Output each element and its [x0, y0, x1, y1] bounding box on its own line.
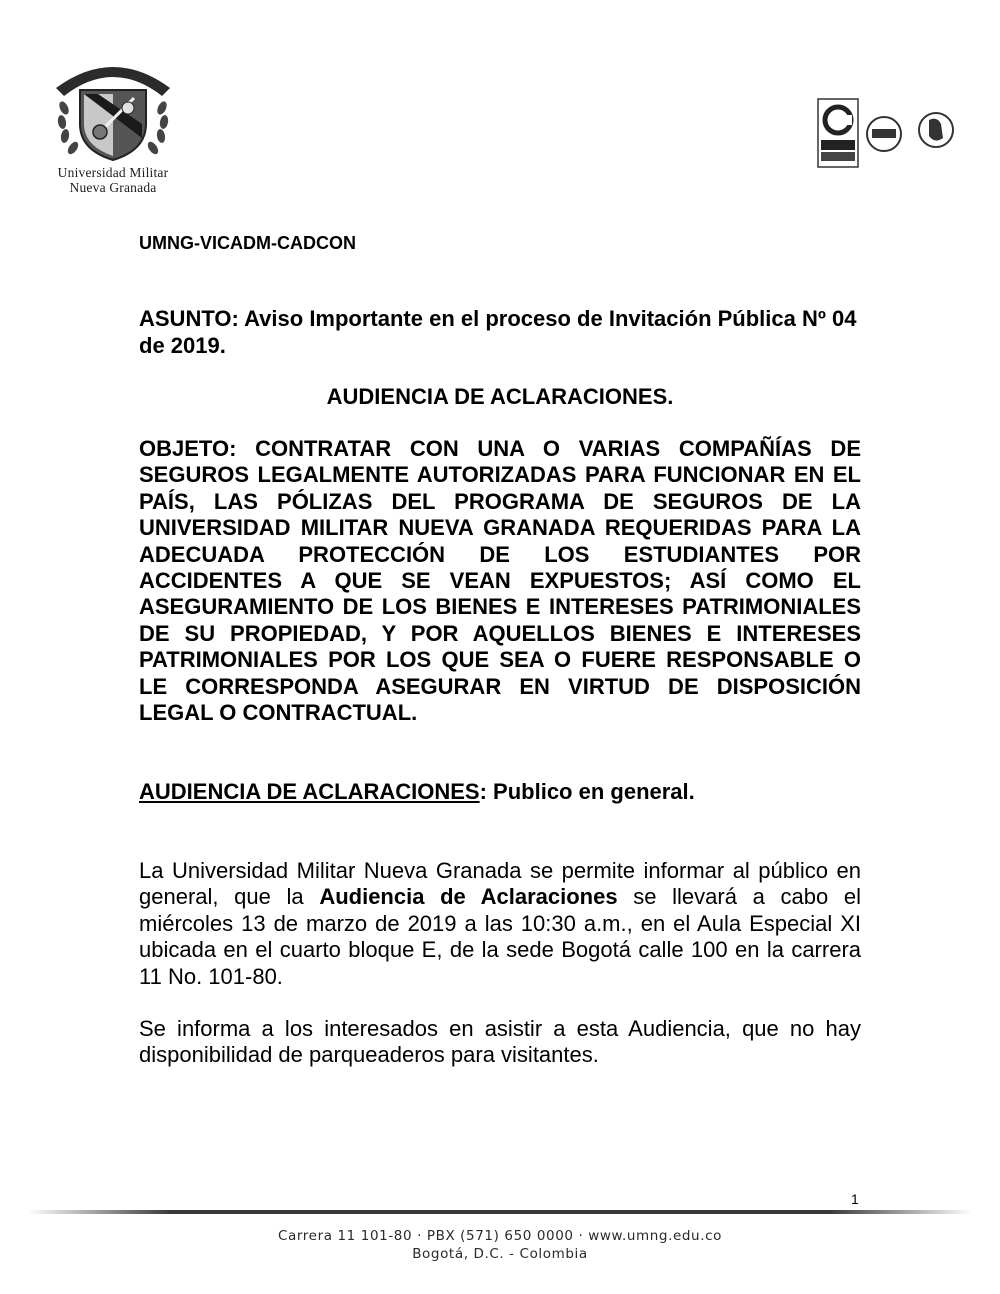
object-paragraph: OBJETO: CONTRATAR CON UNA O VARIAS COMPAÑÍAS DE SEGUROS LEGALMENTE AUTORIZADAS PARA FUNCIONAR EN EL PAÍS, LAS PÓLIZAS DEL PROGRAMA DE SEGUROS DE LA UNIVERSIDAD MILITAR NUEVA GRANADA REQUERIDAS PARA LA ADECUADA PROTECCIÓN DE LOS ESTUDIANTES POR ACCIDENTES A QUE SE VEAN EXPUESTOS; ASÍ COMO EL ASEGURAMIENTO DE LOS BIENES E INTERESES PATRIMONIALES DE SU PROPIEDAD, Y POR AQUELLOS BIENES E INTERESES PATRIMONIALES POR LOS QUE SEA O FUERE RESPONSABLE O LE CORRESPONDA ASEGURAR EN VIRTUD DE DISPOSICIÓN LEGAL O CONTRACTUAL.	[139, 436, 861, 726]
footer-address-line2: Bogotá, D.C. - Colombia	[412, 1246, 588, 1262]
document-reference: UMNG-VICADM-CADCON	[139, 233, 356, 253]
footer-divider	[28, 1210, 972, 1214]
announcement-paragraph	[139, 858, 861, 990]
announcement-text-part2: se llevará a cabo el miércoles 13 de marzo de 2019 a las 10:30 a.m., en el Aula Especial XI ubicada en el cuarto bloque E, de la sede Bogotá calle 100 en la carrera 11 No. 101-80.	[139, 884, 861, 989]
audience-line	[139, 779, 695, 805]
footer-address-line1: Carrera 11 101-80 · PBX (571) 650 0000 · www.umng.edu.co	[278, 1228, 722, 1244]
footer-address	[0, 1227, 1000, 1263]
certification-seals	[817, 98, 957, 180]
section-title: AUDIENCIA DE ACLARACIONES.	[326, 384, 674, 409]
parking-notice-paragraph: Se informa a los interesados en asistir a esta Audiencia, que no hay disponibilidad de parqueaderos para visitantes.	[139, 1016, 861, 1068]
university-name-line1: Universidad Militar	[57, 165, 169, 180]
university-name-line2: Nueva Granada	[69, 180, 157, 195]
subject-line: ASUNTO: Aviso Importante en el proceso de Invitación Pública Nº 04 de 2019.	[139, 306, 857, 358]
university-logo	[48, 52, 178, 204]
audience-value: : Publico en general.	[479, 779, 695, 804]
announcement-text-part1: La Universidad Militar Nueva Granada se permite informar al público en general, que la	[139, 858, 861, 910]
page-number: 1	[851, 1191, 859, 1207]
announcement-bold-text: Audiencia de Aclaraciones	[319, 884, 618, 910]
university-name	[48, 165, 178, 195]
audience-label: AUDIENCIA DE ACLARACIONES	[139, 779, 480, 804]
certification-seals-icon	[817, 98, 957, 180]
university-crest-icon	[48, 52, 178, 162]
